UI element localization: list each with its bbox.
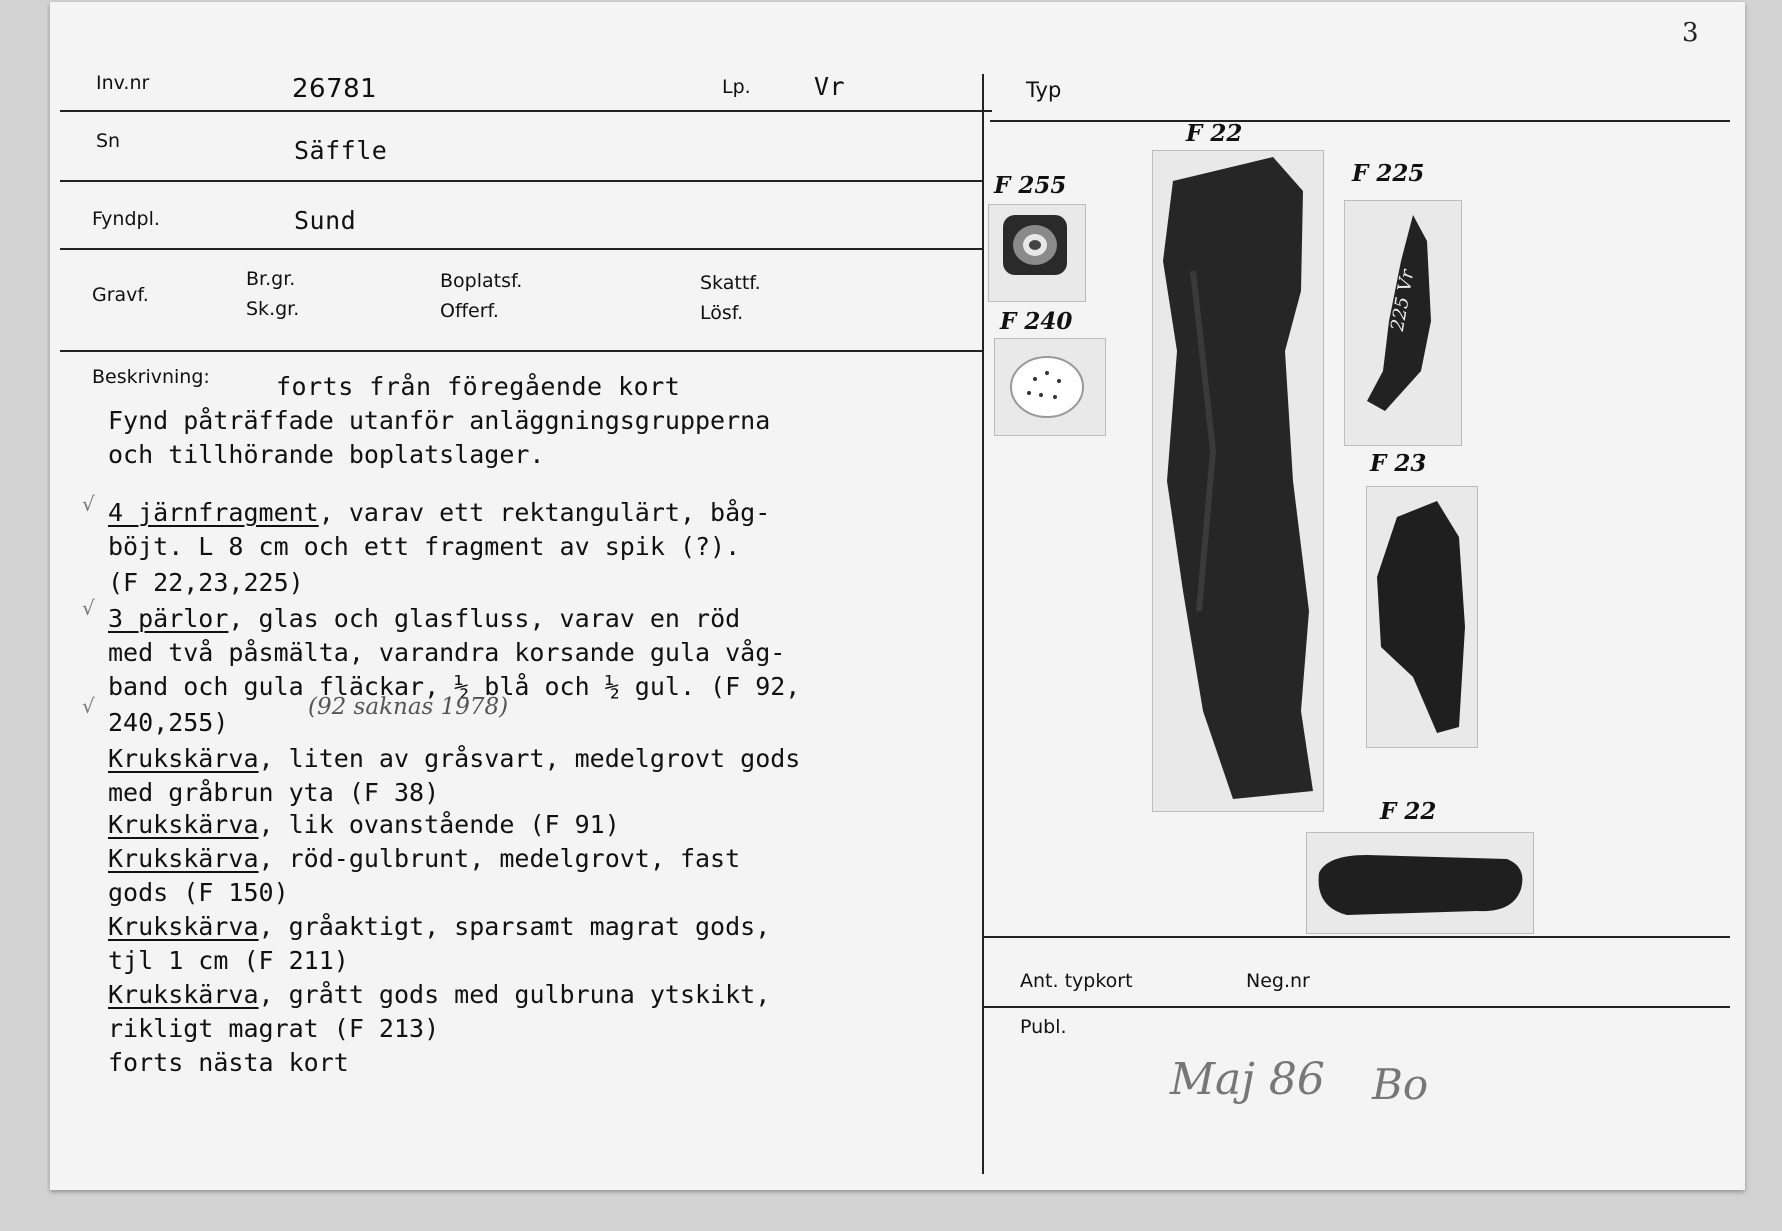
page-number: 3 xyxy=(1682,18,1699,48)
skattf-label: Skattf. xyxy=(700,272,761,294)
f225-inscription: 225 Vr xyxy=(1387,268,1419,333)
description-line xyxy=(108,912,770,941)
photo-label-f240: F 240 xyxy=(1000,308,1073,335)
typ-label: Typ xyxy=(1026,78,1062,102)
description-text: , gråaktigt, sparsamt magrat gods, xyxy=(258,912,771,941)
find-category: Krukskärva xyxy=(108,912,259,941)
photo-f240 xyxy=(994,338,1106,436)
boplatsf-label: Boplatsf. xyxy=(440,270,523,292)
find-category: 3 pärlor xyxy=(108,604,229,633)
gravf-label: Gravf. xyxy=(92,284,149,306)
description-text: med två påsmälta, varandra korsande gula våg- xyxy=(108,638,786,667)
description-line xyxy=(108,744,800,773)
description-line xyxy=(108,604,740,633)
description-text: , röd-gulbrunt, medelgrovt, fast xyxy=(258,844,741,873)
description-line xyxy=(108,708,228,737)
fyndpl-value: Sund xyxy=(294,206,357,235)
photo-label-f22-top: F 22 xyxy=(1186,120,1243,147)
check-mark: √ xyxy=(82,694,95,718)
description-line xyxy=(108,878,289,907)
description-line xyxy=(108,980,770,1009)
beskrivning-label: Beskrivning: xyxy=(92,366,210,388)
description-text: tjl 1 cm (F 211) xyxy=(108,946,349,975)
photo-f23 xyxy=(1366,486,1478,748)
description-first-line: forts från föregående kort xyxy=(276,372,681,401)
find-category: Krukskärva xyxy=(108,810,259,839)
catalog-card xyxy=(50,2,1745,1190)
find-category: Krukskärva xyxy=(108,844,259,873)
check-mark: √ xyxy=(82,492,95,516)
fyndpl-label: Fyndpl. xyxy=(92,208,160,230)
find-category: 4 järnfragment xyxy=(108,498,319,527)
description-line xyxy=(108,568,304,597)
check-mark: √ xyxy=(82,596,95,620)
iron-fragment-f23-image xyxy=(1367,487,1477,747)
description-text: Fynd påträffade utanför anläggningsgrupperna xyxy=(108,406,771,435)
description-text: , grått gods med gulbruna ytskikt, xyxy=(258,980,771,1009)
divider xyxy=(60,180,982,182)
description-text: (F 22,23,225) xyxy=(108,568,304,597)
divider xyxy=(984,936,1730,938)
description-text: böjt. L 8 cm och ett fragment av spik (?). xyxy=(108,532,741,561)
bead-f255-image xyxy=(989,205,1085,301)
photo-f22-nail xyxy=(1306,832,1534,934)
divider xyxy=(60,110,992,112)
handwritten-date: Maj 86 xyxy=(1170,1054,1325,1105)
handwritten-initials: Bo xyxy=(1372,1060,1429,1109)
sn-label: Sn xyxy=(96,130,121,152)
description-text: , glas och glasfluss, varav en röd xyxy=(228,604,741,633)
description-line xyxy=(108,778,439,807)
bead-f240-image xyxy=(995,339,1105,435)
photo-label-f225: F 225 xyxy=(1352,160,1425,187)
divider xyxy=(990,120,1730,122)
divider xyxy=(984,1006,1730,1008)
inv-value: 26781 xyxy=(292,74,378,104)
description-text: rikligt magrat (F 213) xyxy=(108,1014,440,1043)
description-line xyxy=(108,532,740,561)
losf-label: Lösf. xyxy=(700,302,744,324)
description-line xyxy=(108,498,770,527)
column-divider xyxy=(982,74,984,1174)
iron-fragment-long-image xyxy=(1153,151,1323,811)
lp-label: Lp. xyxy=(722,76,751,98)
publ-label: Publ. xyxy=(1020,1016,1067,1038)
sn-value: Säffle xyxy=(294,136,388,165)
brgr-label: Br.gr. xyxy=(246,268,296,290)
find-category: Krukskärva xyxy=(108,744,259,773)
photo-f255 xyxy=(988,204,1086,302)
photo-f22-long xyxy=(1152,150,1324,812)
photo-label-f22-bottom: F 22 xyxy=(1380,798,1437,825)
description-line xyxy=(108,1048,349,1077)
divider xyxy=(60,248,982,250)
description-line xyxy=(108,406,770,435)
margin-note: (92 saknas 1978) xyxy=(308,694,509,720)
description-line xyxy=(108,946,349,975)
find-category: Krukskärva xyxy=(108,980,259,1009)
description-line xyxy=(108,844,740,873)
offerf-label: Offerf. xyxy=(440,300,499,322)
description-line xyxy=(108,810,620,839)
photo-label-f255: F 255 xyxy=(994,172,1067,199)
iron-fragment-nail-image xyxy=(1307,833,1533,933)
description-text: med gråbrun yta (F 38) xyxy=(108,778,440,807)
description-text: band och gula fläckar, ½ blå och ½ gul. (F 92, xyxy=(108,672,801,701)
ant-typkort-label: Ant. typkort xyxy=(1020,970,1133,992)
description-line xyxy=(108,1014,439,1043)
inv-label: Inv.nr xyxy=(96,72,150,94)
description-text: , varav ett rektangulärt, båg- xyxy=(318,498,771,527)
divider xyxy=(60,350,982,352)
description-text: och tillhörande boplatslager. xyxy=(108,440,545,469)
negnr-label: Neg.nr xyxy=(1246,970,1310,992)
photo-label-f23: F 23 xyxy=(1370,450,1427,477)
description-text: 240,255) xyxy=(108,708,229,737)
description-text: , liten av gråsvart, medelgrovt gods xyxy=(258,744,801,773)
description-text: gods (F 150) xyxy=(108,878,289,907)
description-text: , lik ovanstående (F 91) xyxy=(258,810,620,839)
description-line xyxy=(108,638,785,667)
lp-value: Vr xyxy=(814,72,846,101)
description-text: forts nästa kort xyxy=(108,1048,349,1077)
photo-f225 xyxy=(1344,200,1462,446)
skgr-label: Sk.gr. xyxy=(246,298,300,320)
description-line xyxy=(108,440,545,469)
